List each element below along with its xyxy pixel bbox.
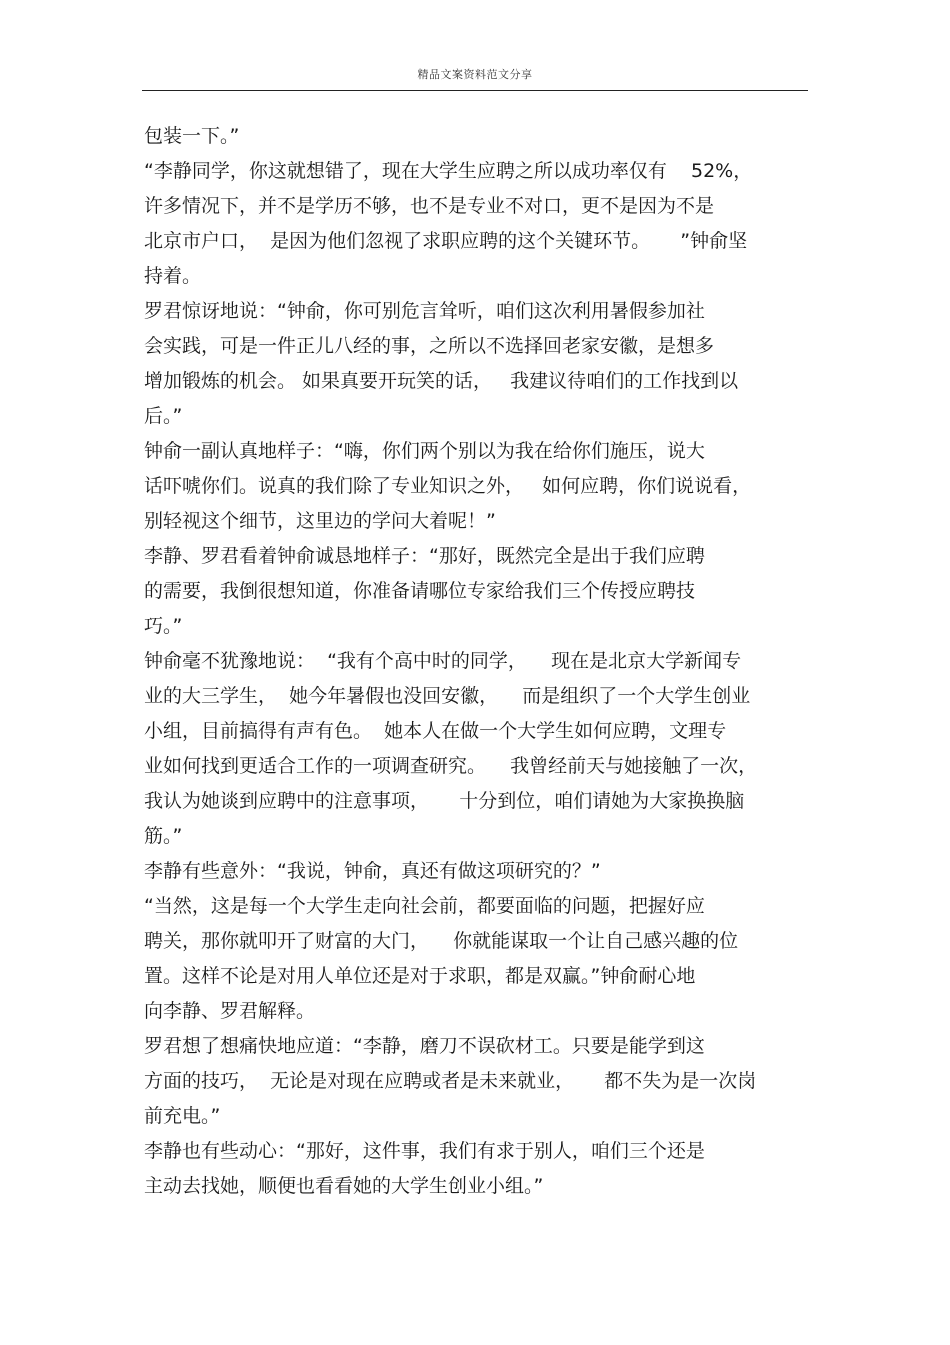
text-line: 业如何找到更适合工作的一项调查研究。 我曾经前天与她接触了一次， [144,755,758,777]
header-divider [142,90,808,91]
text-line: 业的大三学生， 她今年暑假也没回安徽， 而是组织了一个大学生创业 [144,685,751,707]
text-line: 别轻视这个细节，这里边的学问大着呢！” [144,510,496,532]
text-line: 持着。 [144,265,202,287]
text-line: 巧。” [144,615,183,637]
text-line: 李静、罗君看着钟俞诚恳地样子：“那好，既然完全是出于我们应聘 [144,545,705,567]
text-line: 向李静、罗君解释。 [144,1000,316,1022]
text-line: 增加锻炼的机会。 如果真要开玩笑的话， 我建议待咱们的工作找到以 [144,370,739,392]
text-line: 聘关，那你就叩开了财富的大门， 你就能谋取一个让自己感兴趣的位 [144,930,739,952]
text-line: 的需要，我倒很想知道，你准备请哪位专家给我们三个传授应聘技 [144,580,696,602]
text-line: 北京市户口， 是因为他们忽视了求职应聘的这个关键环节。 ”钟俞坚 [144,230,748,252]
text-line: 话吓唬你们。说真的我们除了专业知识之外， 如何应聘，你们说说看， [144,475,752,497]
text-line: 李静有些意外：“我说，钟俞，真还有做这项研究的？” [144,860,601,882]
text-line: 前充电。” [144,1105,221,1127]
text-line: 筋。” [144,825,183,847]
text-line: 小组，目前搞得有声有色。 她本人在做一个大学生如何应聘，文理专 [144,720,727,742]
text-line: 罗君惊讶地说：“钟俞，你可别危言耸听，咱们这次利用暑假参加社 [144,300,705,322]
text-line: 后。” [144,405,183,427]
text-line: 方面的技巧， 无论是对现在应聘或者是未来就业， 都不失为是一次岗 [144,1070,757,1092]
document-body [144,119,812,1204]
text-line: 置。这样不论是对用人单位还是对于求职，都是双赢。”钟俞耐心地 [144,965,696,987]
text-line: 会实践，可是一件正儿八经的事，之所以不选择回老家安徽，是想多 [144,335,715,357]
text-line: 许多情况下，并不是学历不够，也不是专业不对口，更不是因为不是 [144,195,715,217]
text-line: 我认为她谈到应聘中的注意事项， 十分到位，咱们请她为大家换换脑 [144,790,745,812]
text-line: 主动去找她，顺便也看看她的大学生创业小组。” [144,1175,544,1197]
text-line: 钟俞一副认真地样子：“嗨，你们两个别以为我在给你们施压，说大 [144,440,705,462]
text-line: 包装一下。” [144,125,240,147]
text-line: 钟俞毫不犹豫地说： “我有个高中时的同学， 现在是北京大学新闻专 [144,650,742,672]
text-line: “当然，这是每一个大学生走向社会前，都要面临的问题，把握好应 [144,895,705,917]
page-header-title: 精品文案资料范文分享 [417,68,533,81]
text-line: “李静同学，你这就想错了，现在大学生应聘之所以成功率仅有 52%， [144,160,753,182]
text-line: 李静也有些动心：“那好，这件事，我们有求于别人，咱们三个还是 [144,1140,705,1162]
text-line: 罗君想了想痛快地应道：“李静，磨刀不误砍材工。只要是能学到这 [144,1035,705,1057]
